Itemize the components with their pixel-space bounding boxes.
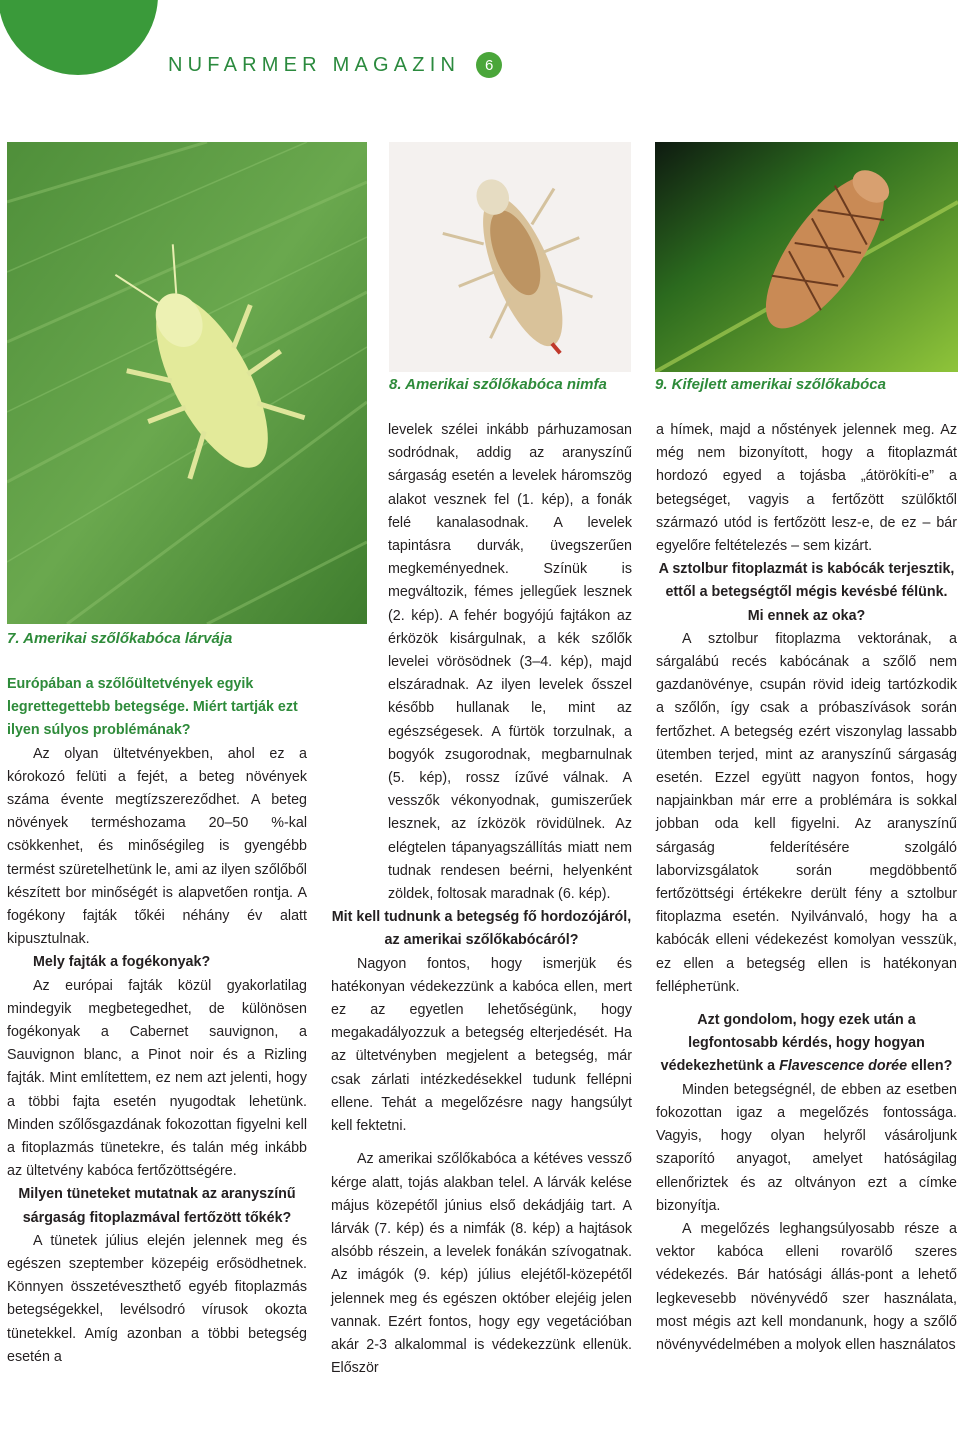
- magazine-title: NUFARMER MAGAZIN: [168, 53, 461, 76]
- article-column-3: [656, 419, 957, 1357]
- subheading-part: Azt gondolom, hogy ezek után a legfontosabb kérdés, hogy hogyan védekezhetünk a: [660, 1012, 925, 1075]
- paragraph: Az olyan ültetvényekben, ahol ez a kórokozó felüti a fejét, a beteg növények száma évente megtízszereződhet. A beteg növények terméshozama 20–50 %-kal csökkenhet, és minőségileg is gyengébb termést szüretelhetünk le, ami az ilyen szőlőből készített bor minőségét is alapvetően rontja. A fogékony fajták tőkéi néhány év alatt kipusztulnak.: [7, 745, 307, 948]
- paragraph: Az európai fajták közül gyakorlatilag mindegyik megbetegedhet, de különösen fogékonyak a Cabernet sauvignon, a Sauvignon blanc, a Pinot noir és a Rizling fajták. Mint említettem, ez nem azt jelenti, hogy a többi fajta esetén nyugodtak lehetünk. Minden szőlősgazdának fokozottan figyelni kell a fitoplazmás tünetekre, és talán még inkább az ültetvény kabóca fertőzöttségére.: [7, 977, 307, 1180]
- corner-decoration: [0, 0, 158, 75]
- paragraph: Az amerikai szőlőkabóca a kétéves vessző kérge alatt, tojás alakban telel. A lárvák kelése május közepétől június első dekádjáig tart. A lárvák (7. kép) és a nimfák (8. kép) a hajtások alsóbb részein, a levelek fonákán szívogatnak. Az imágók (9. kép) július elejétől-közepétől jelennek meg és egészen október elejéig jelen vannak. Ezért fontos, hogy egy vegetációban akár 2-3 alkalommal is védekezzünk ellenük. Először: [331, 1151, 632, 1377]
- photo-larva: [7, 142, 367, 624]
- paragraph: Nagyon fontos, hogy ismerjük és hatékonyan védekezzünk a kabóca ellen, mert ez az egyetlen lehetőségünk, hogy megakadályozzuk a betegség elterjedését. Ha az ültetvényben megjelent a betegség, már csak zárlati intézkedésekkel tudunk fellépni ellene. Tehát a megelőzésre nagy hangsúlyt kell fektetni.: [331, 955, 632, 1135]
- caption-photo-8: 8. Amerikai szőlőkabóca nimfa: [389, 376, 607, 393]
- subheading: [656, 1009, 957, 1079]
- photo-adult: [655, 142, 958, 372]
- paragraph: a hímek, majd a nőstények jelennek meg. Az még nem bizonyított, hogy a fitoplazmát hordozó egyed a tojásba „átörökíti-e” a betegséget, vagyis a fertőzött szülőktől származó utód is fertőzött lesz-e, de ez – bár egyelőre feltételezés – sem kizárt.: [656, 422, 957, 555]
- article-column-1: [7, 673, 307, 1369]
- paragraph: Minden betegségnél, de ebben az esetben fokozottan igaz a megelőzés fontossága. Vagyis, hogy olyan helyről vásároljunk szaporító anyagot, amelyet hatóságilag ellenőriztek és az oltványon ezt a címke bizonyítja.: [656, 1081, 957, 1214]
- paragraph: A megelőzés leghangsúlyosabb része a vektor kabóca elleni rovarölő szeres védekezés. Bár hatósági állás-pont a lehető legkevesebb növényvédő szer használata, most mégis azt kell mondanunk, hogy a szőlő növényvédelmében a molyok ellen használatos: [656, 1220, 957, 1353]
- article-column-2: [331, 419, 632, 1380]
- subheading: Milyen tüneteket mutatnak az aranyszínű sárgaság fitoplazmával fertőzött tőkék?: [18, 1186, 296, 1226]
- caption-photo-7: 7. Amerikai szőlőkabóca lárvája: [7, 630, 233, 647]
- intro-heading: Európában a szőlőültetvények egyik legrettegettebb betegsége. Miért tartják ezt ilyen súlyos problémának?: [7, 676, 298, 739]
- paragraph: levelek szélei inkább párhuzamosan sodródnak, addig az aranyszínű sárgaság esetén a levelek háromszög alakot vesznek fel (1. kép), a fonák felé kanalasodnak. A levelek tapintásra durvák, üvegszerűen megkeményednek. Színük is megváltozik, fémes jellegűek lesznek (2. kép). A fehér bogyójú fajtákon az érközök kisárgulnak, a kék szőlők levelei vörösödnek (3–4. kép), majd elszáradnak. Az ilyen levelek ősszel később hullanak le, mint az egészségesek. A fürtök torzulnak, a bogyók zsugorodnak, megbarnulnak (5. kép), rossz ízűvé válnak. A vesszők vékonyodnak, gumiszerűek lesznek, az ízközök rövidülnek. Az elégtelen tápanyagszállítás miatt nem tudnak rendesen beérni, helyenként zöldek, foltosak maradnak (6. kép).: [388, 422, 632, 903]
- subheading: A sztolbur fitoplazmát is kabócák terjesztik, ettől a betegségtől mégis kevésbé félünk. Mi ennek az oka?: [658, 561, 955, 624]
- page-number-badge: 6: [476, 52, 502, 78]
- photo-nymph: [389, 142, 631, 372]
- caption-photo-9: 9. Kifejlett amerikai szőlőkabóca: [655, 376, 886, 393]
- subheading: Mely fajták a fogékonyak?: [33, 954, 211, 971]
- subheading-italic-term: Flavescence dorée: [779, 1058, 908, 1075]
- subheading-part: ellen?: [907, 1058, 953, 1075]
- masthead: [168, 50, 502, 80]
- paragraph: A tünetek július elején jelennek meg és egészen szeptember közepéig erősödhetnek. Könnyen összetéveszthető egyéb fitoplazmás betegségekkel, levélsodró vírusok okozta tünetekkel. Amíg azonban a többi betegség esetén a: [7, 1232, 307, 1365]
- subheading: Mit kell tudnunk a betegség fő hordozójáról, az amerikai szőlőkabócáról?: [331, 909, 632, 949]
- paragraph: A sztolbur fitoplazma vektorának, a sárgalábú recés kabócának a szőlő nem gazdanövénye, csupán rövid ideig tartózkodik a szőlőn, így csak a próbaszívások során fertőzhet. A betegség ezért viszonylag lassabb ütemben terjed, mint az aranyszínű sárgaság esetén. Ezzel együtt nagyon fontos, hogy napjainkban már erre a problémára is sokkal jobban oda kell figyelni. Az aranyszínű sárgaság felderítésére szolgáló laborvizsgálatok során megdöbbentő fertőzöttségi értékekre derült fény a sztolbur fitoplazma esetén. Nyilvánvaló, hogy ha a kabócák elleni védekezést komolyan vesszük, ez ellen a betegség ellen is hatékonyan fellépheтünk.: [656, 630, 957, 995]
